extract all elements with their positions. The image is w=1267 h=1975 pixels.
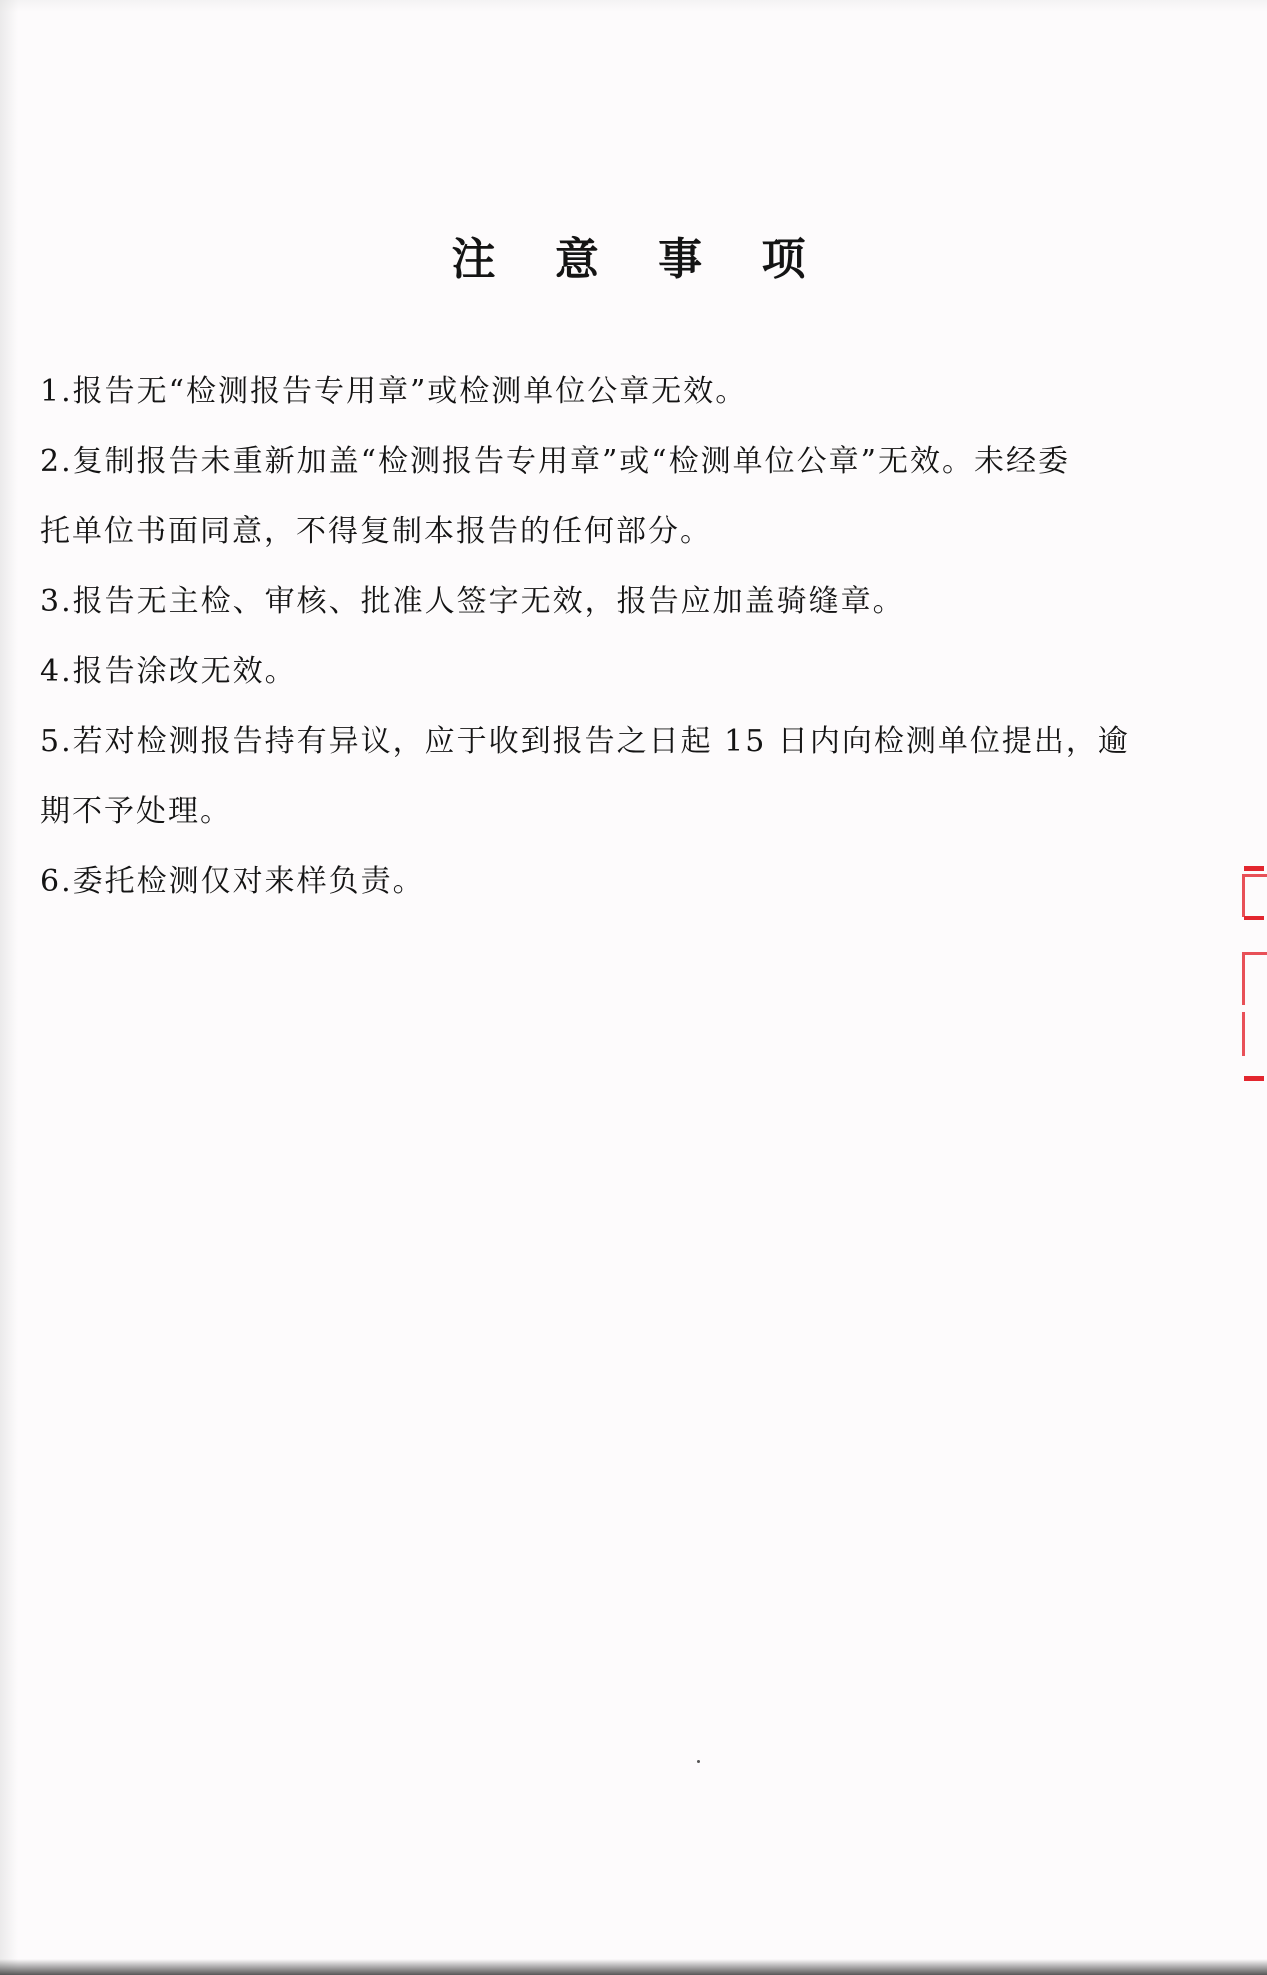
- note-item-6: [40, 862, 1150, 902]
- speck: [697, 1760, 700, 1763]
- note-item-2: [40, 442, 1150, 552]
- seal-stroke: [1244, 866, 1264, 871]
- note-item-1: [40, 372, 1150, 412]
- seal-stroke: [1242, 952, 1267, 1005]
- note-item-3: [40, 582, 1150, 622]
- seal-stroke: [1244, 1076, 1264, 1081]
- note-line: 托单位书面同意，不得复制本报告的任何部分。: [40, 514, 712, 549]
- seal-stroke: [1242, 1012, 1267, 1056]
- note-line: 期不予处理。: [40, 794, 232, 829]
- note-item-4: [40, 652, 1150, 692]
- seal-stroke: [1244, 916, 1264, 920]
- note-line: 6.委托检测仅对来样负责。: [40, 864, 425, 899]
- note-line: 2.复制报告未重新加盖“检测报告专用章”或“检测单位公章”无效。未经委: [40, 444, 1070, 479]
- note-line: 5.若对检测报告持有异议，应于收到报告之日起 15 日内向检测单位提出，逾: [40, 724, 1130, 759]
- seal-stroke: [1242, 874, 1267, 917]
- scan-shadow: [0, 1959, 1267, 1975]
- page-title: 注 意 事 项: [451, 234, 828, 285]
- seam-seal-stamp: [1240, 862, 1267, 1090]
- note-line: 4.报告涂改无效。: [40, 654, 297, 689]
- note-line: 1.报告无“检测报告专用章”或检测单位公章无效。: [40, 374, 748, 409]
- note-item-5: [40, 722, 1150, 832]
- note-line: 3.报告无主检、审核、批准人签字无效，报告应加盖骑缝章。: [40, 584, 905, 619]
- notes-list: [40, 372, 1150, 932]
